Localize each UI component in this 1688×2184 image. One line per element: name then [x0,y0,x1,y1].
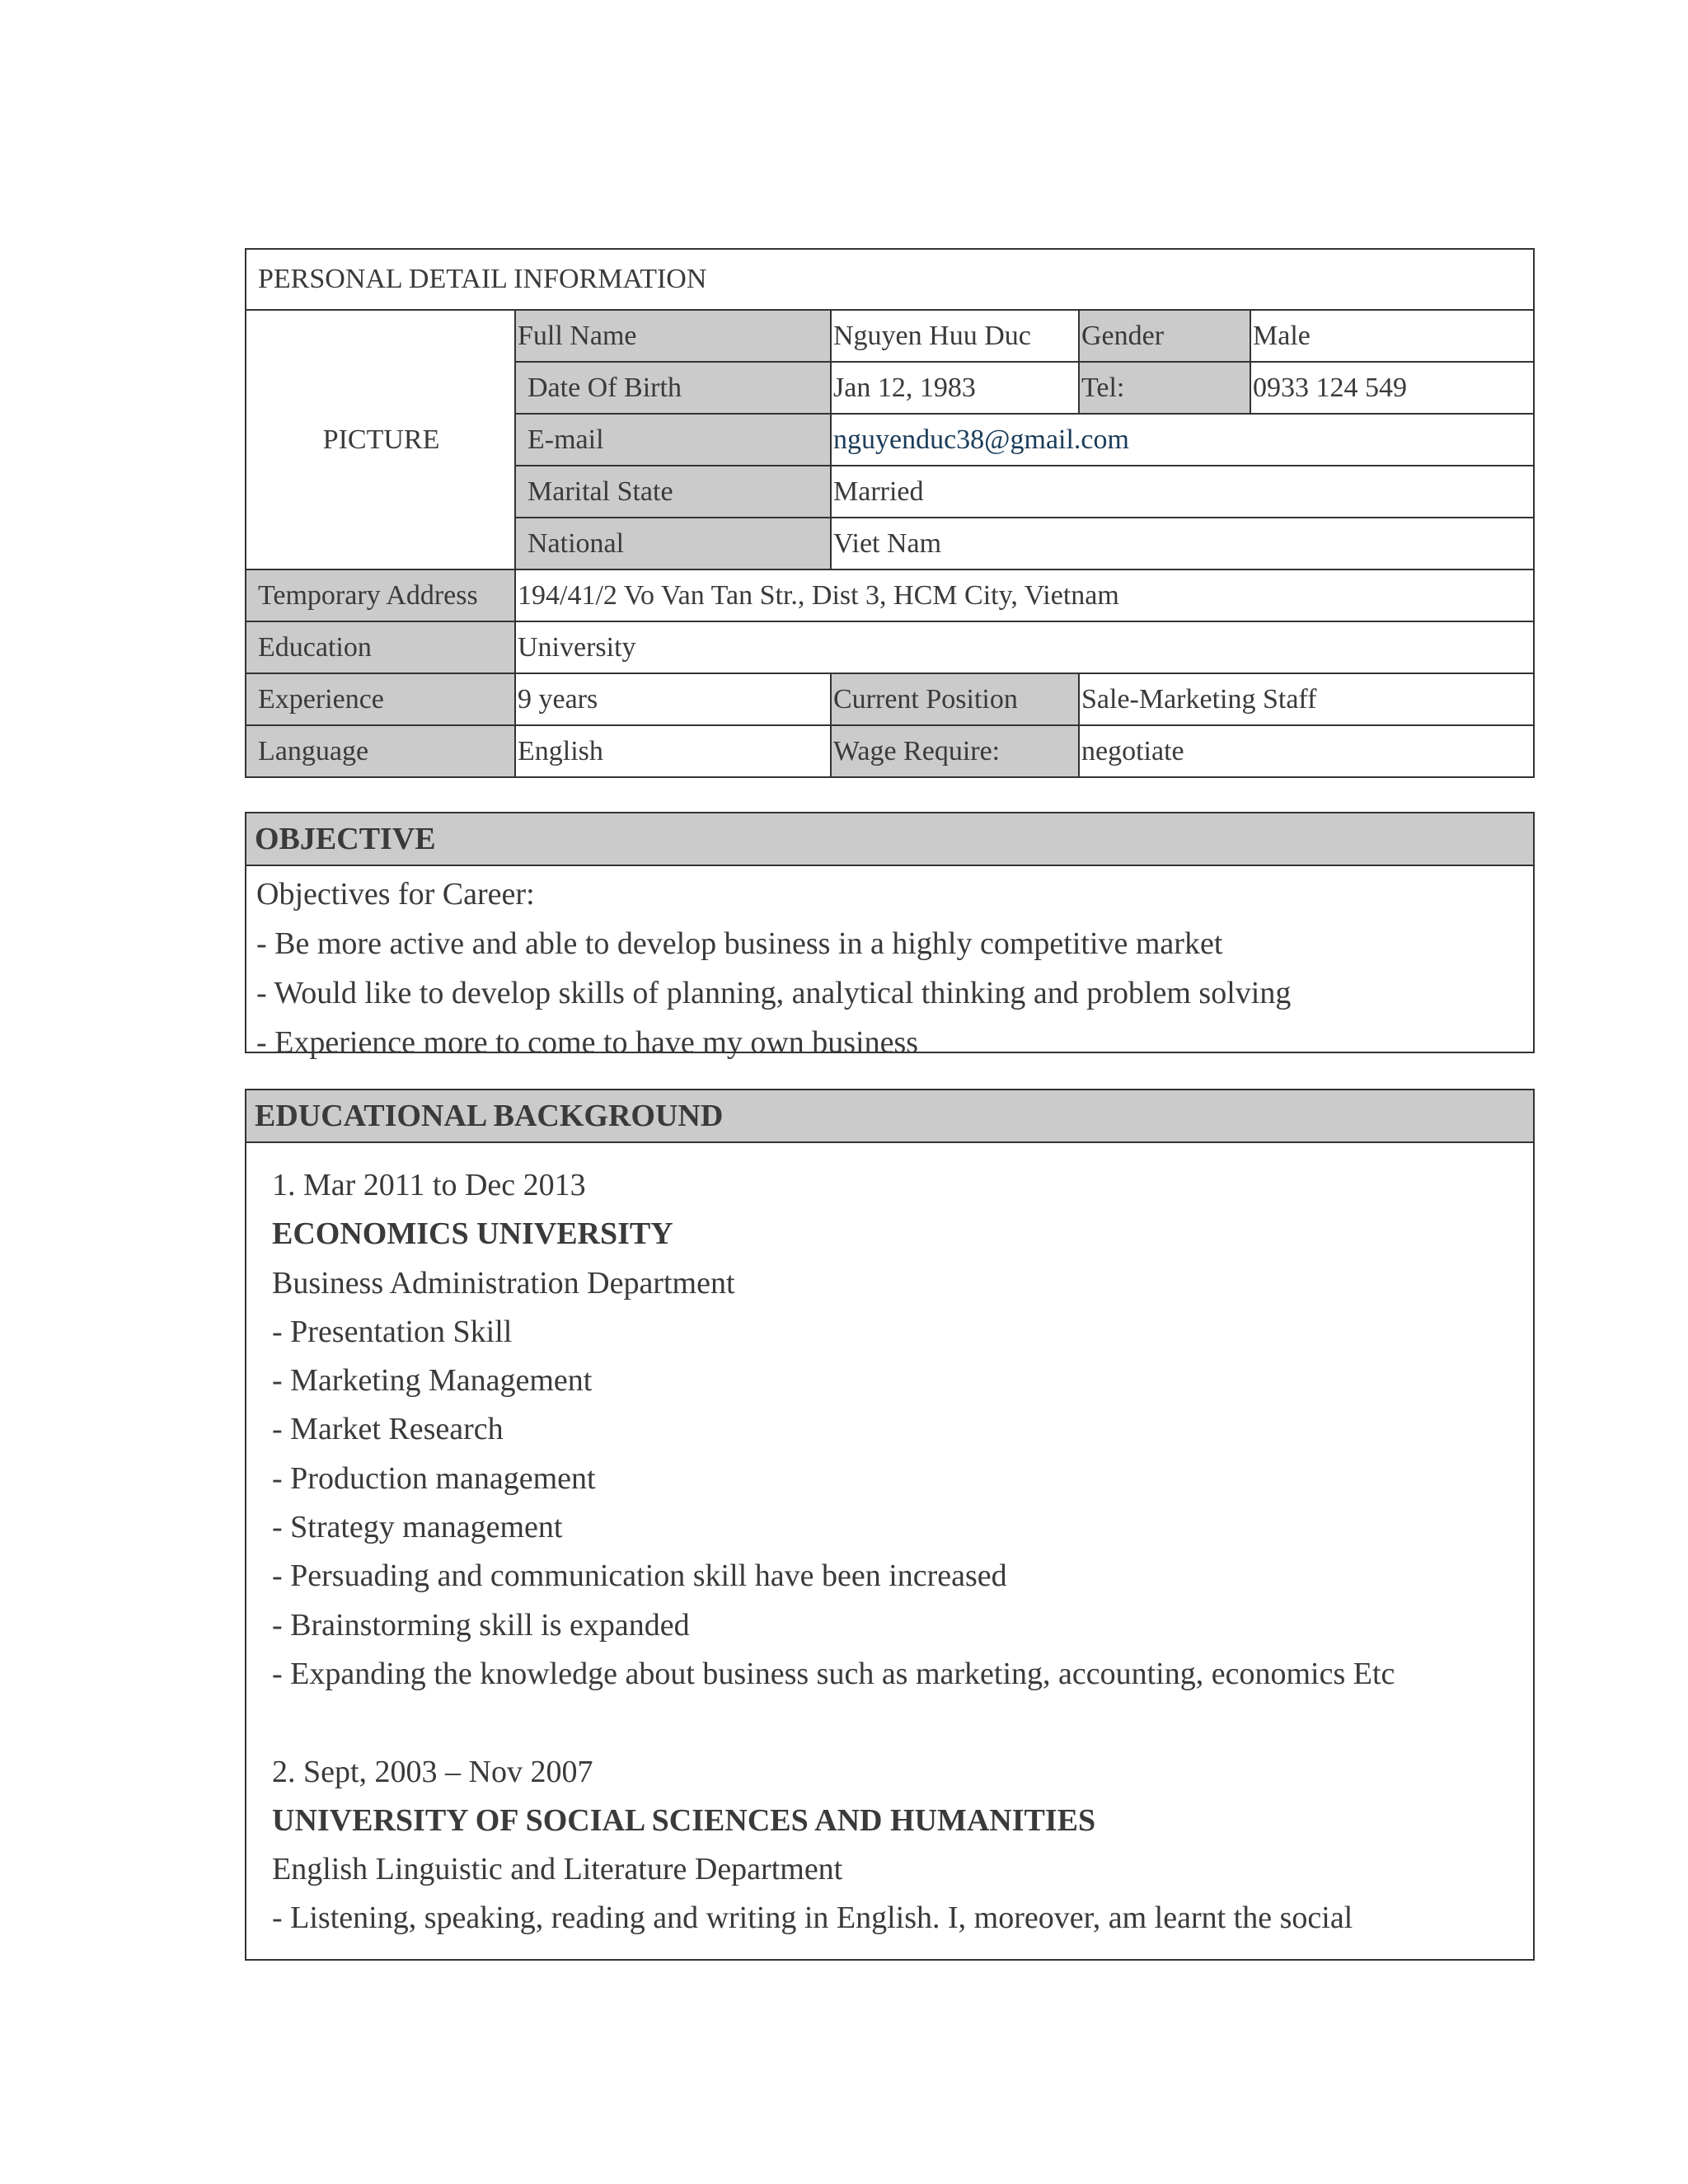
edu-spacer [272,1699,1533,1747]
address-label: Temporary Address [246,569,515,621]
marital-label: Marital State [515,466,831,518]
picture-placeholder: PICTURE [246,310,515,569]
address-value: 194/41/2 Vo Van Tan Str., Dist 3, HCM City, Vietnam [515,569,1534,621]
objective-line: - Would like to develop skills of planning, analytical thinking and problem solving [256,976,1292,1010]
tel-label: Tel: [1079,362,1250,414]
objective-title: OBJECTIVE [246,813,1533,866]
objective-line: Objectives for Career: [256,877,535,912]
language-label: Language [246,725,515,777]
gender-value: Male [1250,310,1534,362]
email-label: E-mail [515,414,831,466]
marital-value: Married [831,466,1534,518]
objective-body [246,866,1533,1067]
wage-label: Wage Require: [831,725,1079,777]
edu-department: English Linguistic and Literature Department [272,1852,843,1887]
language-value: English [515,725,831,777]
objective-section [245,812,1535,1060]
full-name-label: Full Name [515,310,831,362]
edu-school: ECONOMICS UNIVERSITY [272,1216,673,1252]
edu-item: - Persuading and communication skill have been increased [272,1558,1007,1594]
experience-label: Experience [246,673,515,725]
edu-item: - Production management [272,1460,596,1496]
edu-item: - Brainstorming skill is expanded [272,1607,690,1643]
edu-item: - Presentation Skill [272,1314,513,1349]
objective-line: - Experience more to come to have my own business [256,1025,919,1060]
wage-value: negotiate [1079,725,1534,777]
national-value: Viet Nam [831,518,1534,569]
edu-period: 1. Mar 2011 to Dec 2013 [272,1168,586,1202]
tel-value: 0933 124 549 [1250,362,1534,414]
edu-item: - Market Research [272,1412,504,1447]
edu-period: 2. Sept, 2003 – Nov 2007 [272,1754,593,1789]
dob-value: Jan 12, 1983 [831,362,1079,414]
edu-item: - Strategy management [272,1510,563,1545]
objective-line: - Be more active and able to develop business in a highly competitive market [256,926,1223,961]
national-label: National [515,518,831,569]
edu-item: - Marketing Management [272,1363,593,1399]
position-label: Current Position [831,673,1079,725]
position-value: Sale-Marketing Staff [1079,673,1534,725]
edu-department: Business Administration Department [272,1265,735,1301]
personal-detail-table [245,248,1535,778]
education-label: Education [246,621,515,673]
education-body [246,1143,1533,1961]
education-section [245,1089,1535,1961]
email-link[interactable]: nguyenduc38@gmail.com [833,424,1129,455]
personal-section-title: PERSONAL DETAIL INFORMATION [246,249,1534,310]
full-name-value: Nguyen Huu Duc [831,310,1079,362]
education-value: University [515,621,1534,673]
gender-label: Gender [1079,310,1250,362]
education-title: EDUCATIONAL BACKGROUND [246,1090,1533,1143]
edu-item: - Expanding the knowledge about business such as marketing, accounting, economics Etc [272,1656,1395,1691]
email-cell [831,414,1534,466]
edu-school: UNIVERSITY OF SOCIAL SCIENCES AND HUMANITIES [272,1802,1096,1838]
edu-item: - Listening, speaking, reading and writing in English. I, moreover, am learnt the social [272,1900,1353,1936]
dob-label: Date Of Birth [515,362,831,414]
experience-value: 9 years [515,673,831,725]
